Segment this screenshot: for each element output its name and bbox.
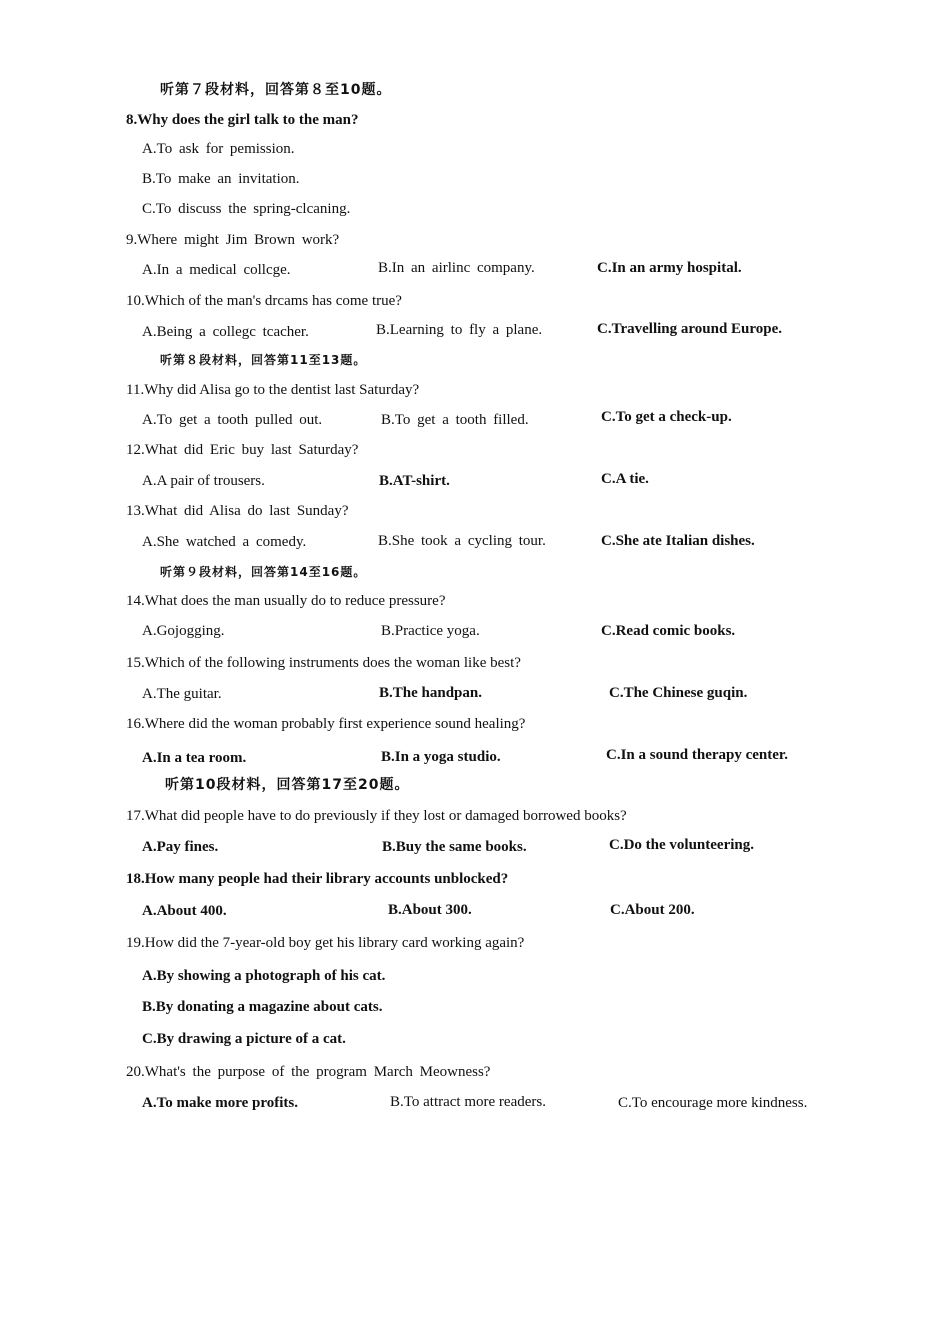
question-18-option-c: C.About 200.: [610, 902, 695, 918]
section-8-heading: 听第８段材料，回答第11至13题。: [160, 353, 367, 367]
question-14-option-b: B.Practice yoga.: [381, 623, 480, 639]
question-14-option-c: C.Read comic books.: [601, 623, 736, 639]
question-10-option-c: C.Travelling around Europe.: [597, 321, 783, 337]
question-16-option-c: C.In a sound therapy center.: [606, 747, 788, 763]
question-20-option-a: A.To make more profits.: [142, 1095, 298, 1111]
question-17-option-b: B.Buy the same books.: [382, 839, 527, 855]
question-8-option-a: A.To ask for pemission.: [142, 141, 295, 157]
section-9-heading: 听第９段材料，回答第14至16题。: [160, 565, 367, 579]
question-18-stem: 18.How many people had their library accounts unblocked?: [126, 871, 509, 887]
question-9-option-c: C.In an army hospital.: [597, 260, 742, 276]
question-9-option-b: B.In an airlinc company.: [378, 260, 535, 276]
question-20-option-b: B.To attract more readers.: [390, 1094, 546, 1110]
question-8-option-b: B.To make an invitation.: [142, 171, 300, 187]
question-13-option-c: C.She ate Italian dishes.: [601, 533, 755, 549]
question-17-option-c: C.Do the volunteering.: [609, 837, 754, 853]
question-10-option-a: A.Being a collegc tcacher.: [142, 324, 309, 340]
question-15-stem: 15.Which of the following instruments does the woman like best?: [126, 655, 521, 671]
question-9-stem: 9.Where might Jim Brown work?: [126, 232, 340, 248]
question-11-option-c: C.To get a check-up.: [601, 409, 732, 425]
question-19-option-a: A.By showing a photograph of his cat.: [142, 968, 386, 984]
question-16-stem: 16.Where did the woman probably first experience sound healing?: [126, 716, 526, 732]
question-14-option-a: A.Gojogging.: [142, 623, 225, 639]
question-15-option-a: A.The guitar.: [142, 686, 222, 702]
question-12-option-a: A.A pair of trousers.: [142, 473, 265, 489]
question-11-stem: 11.Why did Alisa go to the dentist last Saturday?: [126, 382, 420, 398]
question-20-stem: 20.What's the purpose of the program March Meowness?: [126, 1064, 491, 1080]
question-18-option-b: B.About 300.: [388, 902, 472, 918]
question-11-option-a: A.To get a tooth pulled out.: [142, 412, 323, 428]
question-12-stem: 12.What did Eric buy last Saturday?: [126, 442, 359, 458]
section-10-heading: 听第10段材料，回答第17至20题。: [165, 777, 410, 793]
question-20-option-c: C.To encourage more kindness.: [618, 1095, 808, 1111]
question-19-option-c: C.By drawing a picture of a cat.: [142, 1031, 346, 1047]
question-19-option-b: B.By donating a magazine about cats.: [142, 999, 383, 1015]
question-13-option-b: B.She took a cycling tour.: [378, 533, 546, 549]
question-16-option-a: A.In a tea room.: [142, 750, 247, 766]
section-7-heading: 听第７段材料，回答第８至10题。: [160, 82, 392, 98]
question-17-option-a: A.Pay fines.: [142, 839, 219, 855]
question-10-stem: 10.Which of the man's drcams has come true?: [126, 293, 402, 309]
question-12-option-c: C.A tie.: [601, 471, 649, 487]
question-13-stem: 13.What did Alisa do last Sunday?: [126, 503, 349, 519]
question-16-option-b: B.In a yoga studio.: [381, 749, 501, 765]
question-10-option-b: B.Learning to fly a plane.: [376, 322, 543, 338]
question-14-stem: 14.What does the man usually do to reduce pressure?: [126, 593, 446, 609]
question-17-stem: 17.What did people have to do previously if they lost or damaged borrowed books?: [126, 808, 627, 824]
question-12-option-b: B.AT-shirt.: [379, 473, 450, 489]
question-18-option-a: A.About 400.: [142, 903, 227, 919]
question-15-option-c: C.The Chinese guqin.: [609, 685, 748, 701]
question-11-option-b: B.To get a tooth filled.: [381, 412, 529, 428]
question-13-option-a: A.She watched a comedy.: [142, 534, 307, 550]
question-15-option-b: B.The handpan.: [379, 685, 482, 701]
question-9-option-a: A.In a medical collcge.: [142, 262, 291, 278]
question-8-option-c: C.To discuss the spring-clcaning.: [142, 201, 351, 217]
question-19-stem: 19.How did the 7-year-old boy get his library card working again?: [126, 935, 525, 951]
question-8-stem: 8.Why does the girl talk to the man?: [126, 112, 359, 128]
